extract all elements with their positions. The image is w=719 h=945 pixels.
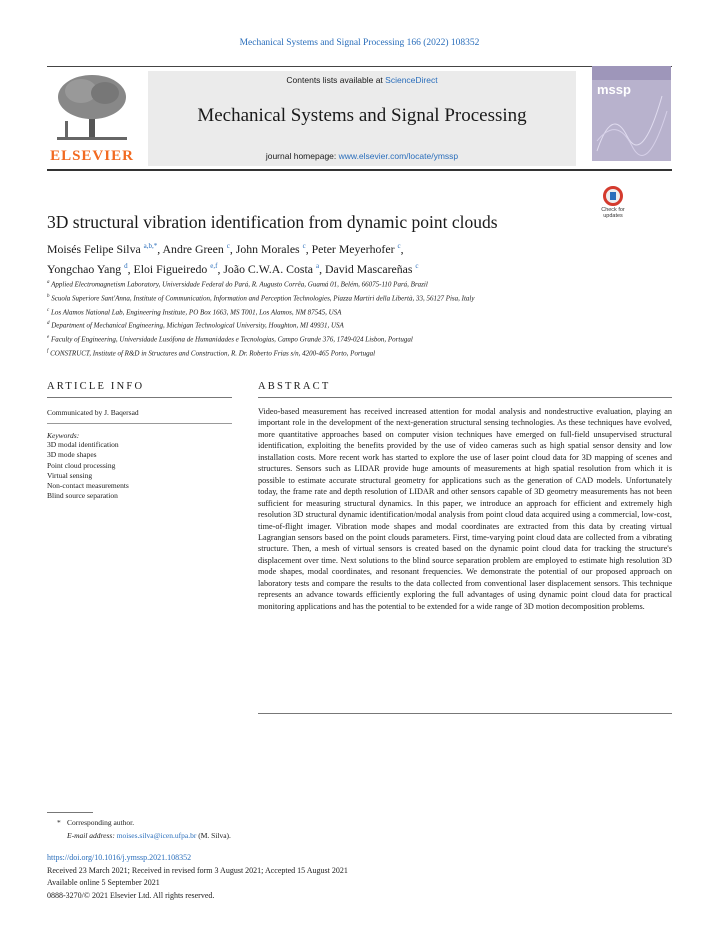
article-info-heading: ARTICLE INFO [47, 381, 145, 392]
article-info-panel [47, 404, 232, 502]
author[interactable]: Andre Green $^c$ [162, 241, 230, 256]
check-updates-label: Check for updates [601, 207, 625, 219]
homepage-link[interactable]: www.elsevier.com/locate/ymssp [338, 151, 459, 161]
article-info-rule [47, 397, 232, 398]
abstract-rule [258, 397, 672, 398]
keyword: Point cloud processing [47, 460, 116, 470]
available-online: Available online 5 September 2021 [47, 878, 160, 888]
author-list: Moisés Felipe Silva $^{a,b,*}$, Andre Green $^c$, John Morales $^c$, Peter Meyerhofer $^c$, Yongchao Yang $^d$, Eloi Figueiredo $^{e,f}$, João C.W.A. Costa $^a$, David Mascareñas $^c$ [47, 241, 419, 276]
journal-banner [148, 71, 576, 166]
tree-icon [51, 71, 133, 143]
affiliation: $^c$ Los Alamos National Lab, Engineering Institute, PO Box 1663, MS T001, Los Alamos, NM 87545, USA [47, 307, 342, 316]
affiliations [47, 277, 607, 360]
author[interactable]: Peter Meyerhofer $^c$ [311, 241, 401, 256]
affiliation: $^a$ Applied Electromagnetism Laboratory, Universidade Federal do Pará, R. Augusto Corrêa, Guamá 01, Belém, 66075-110 Pará, Brazil [47, 280, 428, 289]
cover-art [592, 66, 671, 161]
abstract-end-rule [258, 713, 672, 714]
abstract-text: Video-based measurement has received increased attention for modal analysis and nondestructive evaluation, playing an important role in the development of the next-generation structural sensing technologies. As these techniques have evolved, more quantitative approaches based on computer vision techniques have emerged on full-field unsupervised structural identification, exploiting the benefits provided by the use of video cameras such as high spatial sensor density and low installation costs. More recent work has started to explore the use of laser point cloud data for 3D mapping of scenes and structures. Sensors such as LIDAR provide huge amounts of measurements at high spatial resolution from which it is possible to estimate accurate structural geometry for applications such as the generation of CAD models. Unfortunately today, the frame rate and depth resolution of LIDAR and other sensors capable of 3D geometry measurements has not been sufficient for measuring structural dynamics. In this paper, we introduce an approach for efficient and extremely high resolution 3D structural dynamic identification/modal analysis from point cloud data acquired using a commercial, low-cost, time-of-flight imager. Vibration mode shapes and modal coordinates are extracted from this data by creating virtual Lagrangian sensors based on the point clouds parameters. First, time-varying point cloud data are collected from a vibrating structure. Then, a mesh of virtual sensors is created based on the dynamic point cloud data for tracking the structure's displacement over time. Next solutions to the blind source separation problem are employed to estimate high resolution 3D mode shapes, modal coordinates, and resonant frequencies. We demonstrate the potential of our proposed approach on laboratory tests and compare the results to the data collected from conventional laser displacement sensors. This technique represents an advance towards efficiently exploring the full advantages of using dynamic point cloud data for practical monitoring applications and has the potential to be extended for a wide range of 3D motion decomposition problems. [258, 407, 672, 611]
check-updates-icon [603, 186, 623, 206]
keyword: Virtual sensing [47, 470, 93, 480]
journal-header [47, 66, 672, 170]
history-dates: Received 23 March 2021; Received in revised form 3 August 2021; Accepted 15 August 2021 [47, 865, 348, 875]
keyword: 3D mode shapes [47, 450, 97, 460]
footnote [57, 817, 231, 843]
publisher-name: ELSEVIER [50, 148, 134, 164]
keywords-label: Keywords: [47, 431, 80, 440]
author[interactable]: Eloi Figueiredo $^{e,f}$ [133, 261, 218, 276]
affiliation: $^e$ Faculty of Engineering, Universidade Lusófona de Humanidades e Tecnologias, Campo Grande 376, 1749-024 Lisbon, Portugal [47, 335, 413, 344]
keyword: 3D modal identification [47, 440, 119, 449]
author[interactable]: John Morales $^c$ [235, 241, 306, 256]
copyright: 0888-3270/© 2021 Elsevier Ltd. All rights reserved. [47, 890, 215, 900]
footnote-rule [47, 812, 93, 813]
cover-title: mssp [597, 82, 631, 97]
author[interactable]: David Mascareñas $^c$ [325, 261, 419, 276]
author[interactable]: Moisés Felipe Silva $^{a,b,*}$ [47, 241, 158, 256]
corresponding-note: * Corresponding author. [57, 818, 135, 827]
journal-title: Mechanical Systems and Signal Processing [197, 105, 527, 126]
article-title: 3D structural vibration identification from dynamic point clouds [47, 212, 498, 232]
elsevier-logo [47, 71, 137, 166]
journal-citation[interactable]: Mechanical Systems and Signal Processing 166 (2022) 108352 [239, 38, 480, 48]
keyword: Non-contact measurements [47, 481, 129, 491]
communicated-by: Communicated by J. Baqersad [47, 404, 232, 424]
contents-available: Contents lists available at ScienceDirect [286, 75, 438, 85]
header-bottom-rule [47, 169, 672, 171]
email-note: E-mail address: moises.silva@icen.ufpa.br (M. Silva). [67, 830, 231, 840]
abstract-heading: ABSTRACT [258, 381, 331, 392]
publication-info [47, 852, 348, 902]
journal-homepage: journal homepage: www.elsevier.com/locate/ymssp [265, 151, 459, 161]
check-for-updates-badge[interactable] [596, 186, 630, 224]
author[interactable]: Yongchao Yang $^d$ [47, 261, 128, 276]
author[interactable]: João C.W.A. Costa $^a$ [223, 261, 320, 276]
header-top-rule [47, 66, 672, 67]
doi-link[interactable]: https://doi.org/10.1016/j.ymssp.2021.108352 [47, 853, 192, 862]
sciencedirect-link[interactable]: ScienceDirect [385, 75, 438, 85]
affiliation: $^d$ Department of Mechanical Engineering, Michigan Technological University, Houghton, MI 49931, USA [47, 321, 344, 330]
keyword: Blind source separation [47, 491, 118, 501]
email-link[interactable]: moises.silva@icen.ufpa.br [116, 830, 197, 840]
journal-cover-thumbnail[interactable] [592, 66, 671, 161]
affiliation: $^f$ CONSTRUCT, Institute of R&D in Structures and Construction, R. Dr. Roberto Frias s/n, 4200-465 Porto, Portugal [47, 349, 376, 358]
affiliation: $^b$ Scuola Superiore Sant'Anna, Institute of Communication, Information and Perception Technologies, Piazza Martiri della Libertà, 33, 56127 Pisa, Italy [47, 293, 475, 303]
